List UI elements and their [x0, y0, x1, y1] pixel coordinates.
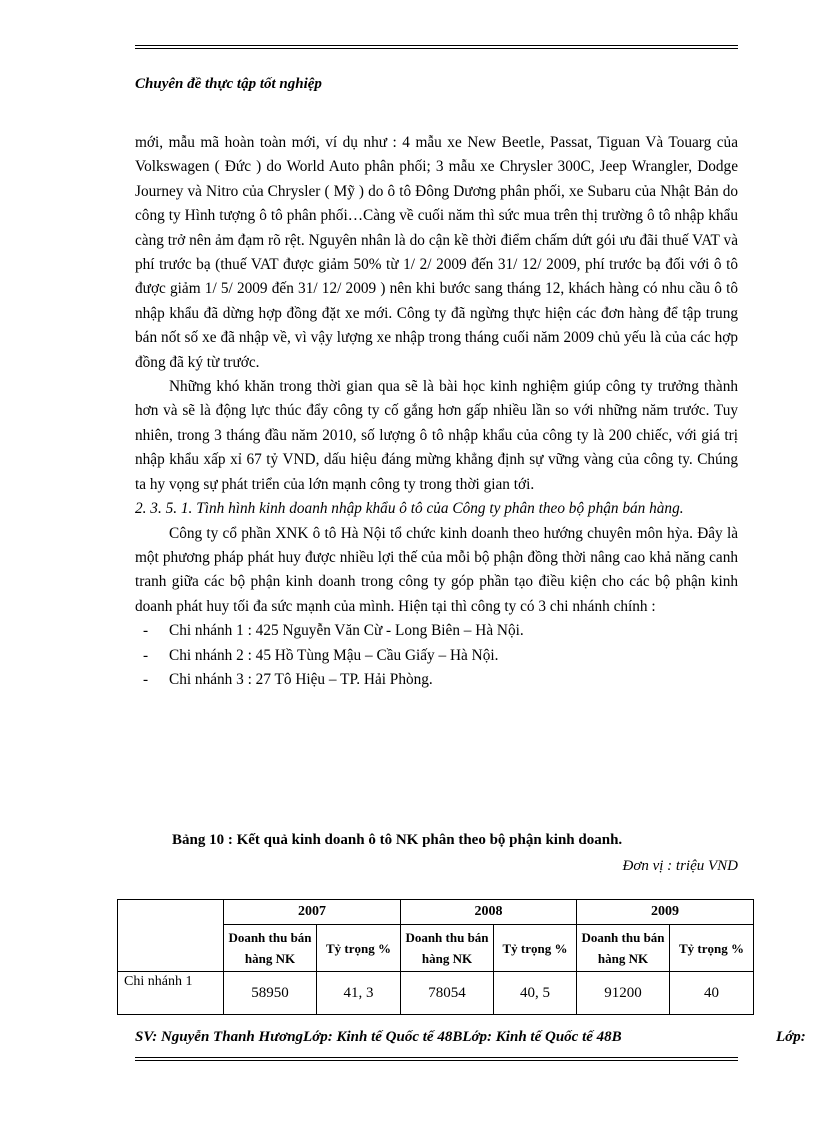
- footer-rule: [135, 1057, 738, 1061]
- table-title: Bảng 10 : Kết quả kinh doanh ô tô NK phân theo bộ phận kinh doanh.: [172, 832, 623, 848]
- document-body: [135, 131, 738, 692]
- bullet-dash: -: [143, 622, 149, 640]
- revenue-header: Doanh thu bán hàng NK: [577, 925, 670, 972]
- list-item-text: Chi nhánh 3 : 27 Tô Hiệu – TP. Hải Phòng.: [169, 670, 433, 688]
- row-label: Chi nhánh 1: [118, 972, 224, 1015]
- list-item-text: Chi nhánh 1 : 425 Nguyễn Văn Cừ - Long Biên – Hà Nội.: [169, 622, 524, 640]
- table-unit: Đơn vị : triệu VND: [622, 858, 738, 874]
- revenue-header: Doanh thu bán hàng NK: [224, 925, 317, 972]
- list-item: [135, 644, 738, 668]
- bullet-dash: -: [143, 646, 149, 664]
- bullet-dash: -: [143, 670, 149, 688]
- results-table: [117, 899, 754, 1015]
- table-row: [118, 972, 754, 1015]
- revenue-header: Doanh thu bán hàng NK: [401, 925, 494, 972]
- share-header: Tỷ trọng %: [494, 925, 577, 972]
- table-cell: 41, 3: [317, 972, 401, 1015]
- header-title: Chuyên đề thực tập tốt nghiệp: [135, 76, 322, 92]
- list-item-text: Chi nhánh 2 : 45 Hồ Tùng Mậu – Cầu Giấy – Hà Nội.: [169, 646, 499, 664]
- table-cell: 58950: [224, 972, 317, 1015]
- table-corner-cell: [118, 900, 224, 972]
- paragraph-3: Công ty cổ phần XNK ô tô Hà Nội tổ chức kinh doanh theo hướng chuyên môn hỳa. Đây là một phương pháp phát huy được nhiều lợi thế của mỗi bộ phận đồng thời nâng cao khả năng canh tranh giữa các bộ phận kinh doanh trong công ty góp phần tạo điều kiện cho các bộ phận kinh doanh phát huy tối đa sức mạnh của mình. Hiện tại thì công ty có 3 chi nhánh chính :: [135, 524, 738, 615]
- branch-list: [135, 619, 738, 692]
- list-item: [135, 668, 738, 692]
- table-cell: 40: [670, 972, 754, 1015]
- paragraph-1: mới, mẫu mã hoàn toàn mới, ví dụ như : 4 mẫu xe New Beetle, Passat, Tiguan Và Touarg của Volkswagen ( Đức ) do World Auto phân phối; 3 mẫu xe Chrysler 300C, Jeep Wrangler, Dodge Journey và Nitro của Chrysler ( Mỹ ) do ô tô Đông Dương phân phối, xe Subaru của Nhật Bản do công ty Hình tượng ô tô phân phối…Càng về cuối năm thì sức mua trên thị trường ô tô nhập khẩu càng trở nên ảm đạm rõ rệt. Nguyên nhân là do cận kề thời điểm chấm dứt gói ưu đãi thuế VAT và phí trước bạ (thuế VAT được giảm 50% từ 1/ 2/ 2009 đến 31/ 12/ 2009, phí trước bạ đối với ô tô được giảm 1/ 5/ 2009 đến 31/ 12/ 2009 ) nên khi bước sang tháng 12, khách hàng có nhu cầu ô tô nhập khẩu đã dừng hợp đồng đặt xe mới. Công ty đã ngừng thực hiện các đơn hàng để tập trung bán nốt số xe đã nhập về, vì vậy lượng xe nhập trong tháng cuối năm 2009 chủ yếu là của các hợp đồng đã ký từ trước.: [135, 134, 738, 371]
- table-cell: 91200: [577, 972, 670, 1015]
- table-cell: 40, 5: [494, 972, 577, 1015]
- header-rule: [135, 45, 738, 49]
- year-header: 2007: [224, 900, 401, 925]
- share-header: Tỷ trọng %: [670, 925, 754, 972]
- year-header: 2008: [401, 900, 577, 925]
- list-item: [135, 619, 738, 643]
- share-header: Tỷ trọng %: [317, 925, 401, 972]
- paragraph-2: Những khó khăn trong thời gian qua sẽ là bài học kinh nghiệm giúp công ty trưởng thành hơn và sẽ là động lực thúc đẩy công ty cố gắng hơn gấp nhiều lần so với những năm trước. Tuy nhiên, trong 3 tháng đầu năm 2010, số lượng ô tô nhập khẩu của công ty là 200 chiếc, với giá trị nhập khẩu xấp xỉ 67 tỷ VND, dấu hiệu đáng mừng khẳng định sự vững vàng của công ty. Chúng ta hy vọng sự phát triển của lớn mạnh công ty trong thời gian tới.: [135, 378, 738, 493]
- section-heading: 2. 3. 5. 1. Tình hình kinh doanh nhập khẩu ô tô của Công ty phân theo bộ phận bán hàng.: [135, 500, 684, 518]
- footer-text: SV: Nguyễn Thanh HươngLớp: Kinh tế Quốc tế 48BLớp: Kinh tế Quốc tế 48B: [135, 1029, 622, 1045]
- table-cell: 78054: [401, 972, 494, 1015]
- footer-text-right: Lớp:: [776, 1029, 806, 1045]
- year-header: 2009: [577, 900, 754, 925]
- table-year-row: [118, 900, 754, 925]
